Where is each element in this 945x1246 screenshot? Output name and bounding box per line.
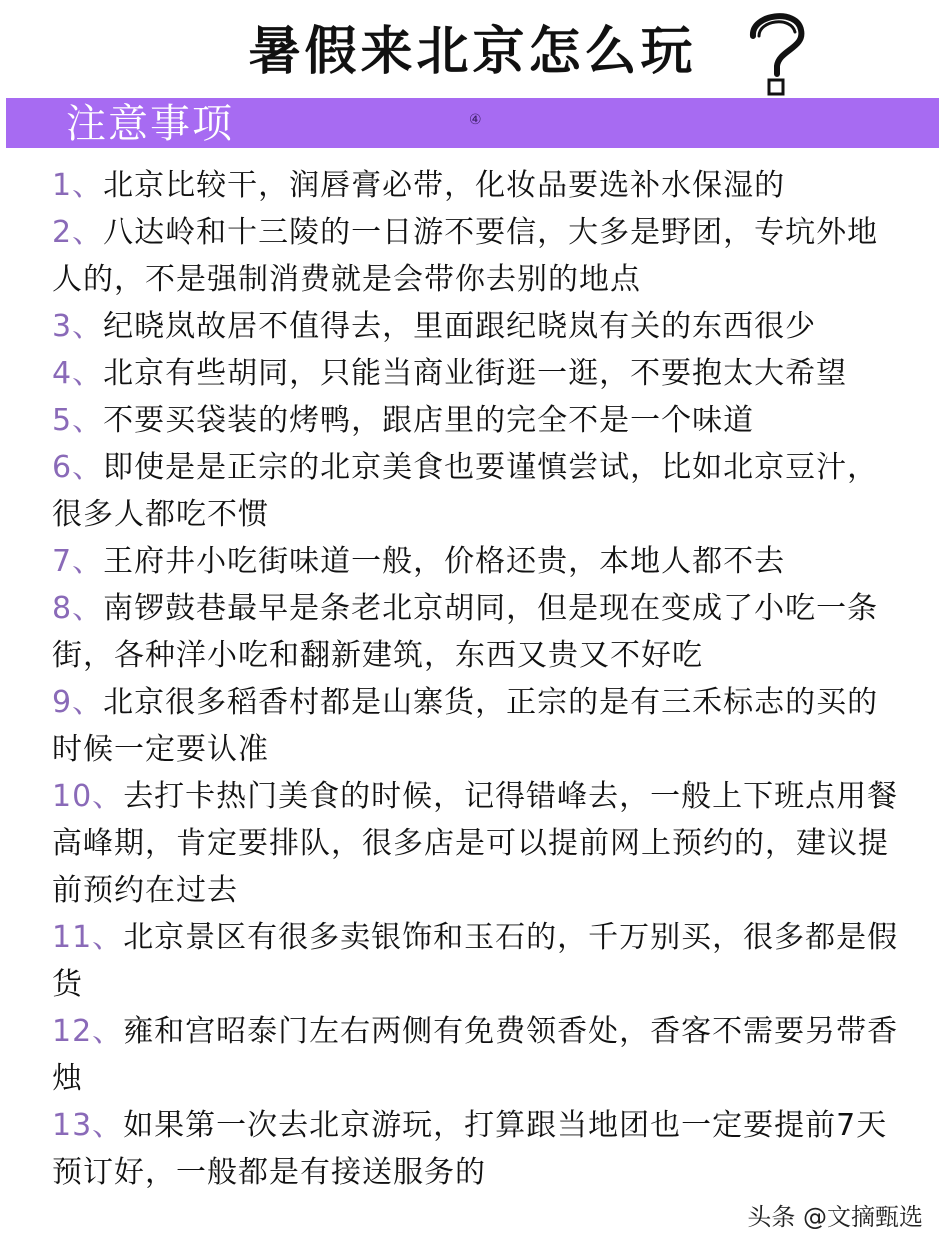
- list-item: [52, 1102, 902, 1196]
- item-number: 9、: [52, 685, 104, 720]
- item-number: 3、: [52, 309, 104, 344]
- item-text: 不要买袋装的烤鸭，跟店里的完全不是一个味道: [103, 403, 755, 438]
- section-title: 注意事项: [66, 101, 234, 147]
- item-text: 北京有些胡同，只能当商业街逛一逛，不要抱太大希望: [103, 356, 848, 391]
- item-text: 南锣鼓巷最早是条老北京胡同，但是现在变成了小吃一条街，各种洋小吃和翻新建筑，东西又贵又不好吃: [52, 591, 879, 673]
- item-number: 12、: [52, 1014, 124, 1049]
- item-text: 即使是是正宗的北京美食也要谨慎尝试，比如北京豆汁，很多人都吃不惯: [52, 450, 879, 532]
- item-text: 北京比较干，润唇膏必带，化妆品要选补水保湿的: [103, 168, 786, 203]
- item-text: 王府井小吃街味道一般，价格还贵，本地人都不去: [103, 544, 786, 579]
- list-item: [52, 914, 902, 1008]
- section-marker: ④: [469, 112, 482, 128]
- item-text: 八达岭和十三陵的一日游不要信，大多是野团，专坑外地人的，不是强制消费就是会带你去别的地点: [52, 215, 879, 297]
- list-item: [52, 1008, 902, 1102]
- item-text: 北京景区有很多卖银饰和玉石的，千万别买，很多都是假货: [52, 920, 899, 1002]
- item-text: 如果第一次去北京游玩，打算跟当地团也一定要提前7天预订好，一般都是有接送服务的: [52, 1108, 888, 1190]
- item-number: 7、: [52, 544, 104, 579]
- list-item: [52, 773, 902, 914]
- list-item: [52, 585, 902, 679]
- item-number: 8、: [52, 591, 104, 626]
- item-text: 雍和宫昭泰门左右两侧有免费领香处，香客不需要另带香烛: [52, 1014, 899, 1096]
- item-text: 北京很多稻香村都是山寨货，正宗的是有三禾标志的买的时候一定要认准: [52, 685, 879, 767]
- list-item: [52, 538, 902, 585]
- item-text: 去打卡热门美食的时候，记得错峰去，一般上下班点用餐高峰期，肯定要排队，很多店是可以提前网上预约的，建议提前预约在过去: [52, 779, 899, 908]
- tips-list: [52, 162, 902, 1196]
- list-item: [52, 209, 902, 303]
- page-title: 暑假来北京怎么玩: [248, 22, 697, 82]
- item-number: 2、: [52, 215, 104, 250]
- list-item: [52, 303, 902, 350]
- item-number: 5、: [52, 403, 104, 438]
- item-number: 13、: [52, 1108, 124, 1143]
- item-number: 11、: [52, 920, 124, 955]
- item-number: 10、: [52, 779, 124, 814]
- item-number: 1、: [52, 168, 104, 203]
- watermark: 头条 @文摘甄选: [747, 1203, 923, 1231]
- section-banner: [6, 98, 939, 148]
- question-mark-icon: [735, 6, 815, 102]
- item-number: 6、: [52, 450, 104, 485]
- item-number: 4、: [52, 356, 104, 391]
- list-item: [52, 397, 902, 444]
- list-item: [52, 444, 902, 538]
- list-item: [52, 162, 902, 209]
- item-text: 纪晓岚故居不值得去，里面跟纪晓岚有关的东西很少: [103, 309, 817, 344]
- list-item: [52, 350, 902, 397]
- list-item: [52, 679, 902, 773]
